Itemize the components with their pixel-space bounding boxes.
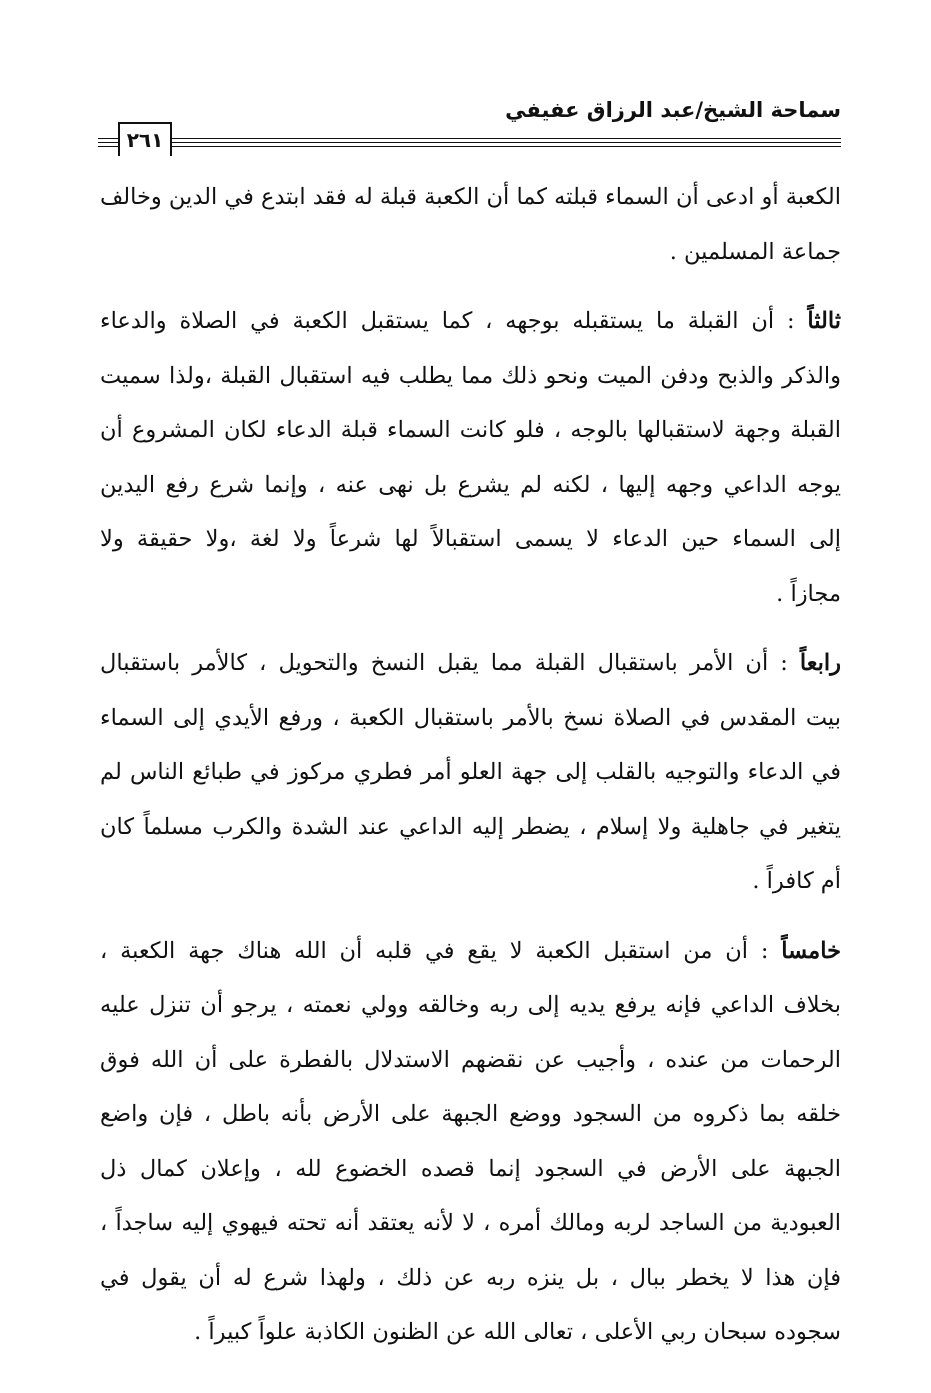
text-line: سجوده سبحان ربي الأعلى ، تعالى الله عن الظنون الكاذبة علواً كبيراً .: [194, 1319, 841, 1345]
text-line: في الدعاء والتوجيه بالقلب إلى جهة العلو أمر فطري مركوز في طبائع الناس لم: [100, 759, 841, 785]
header-rule-line: [98, 146, 841, 147]
header-rule: [98, 128, 841, 152]
text-line: الكعبة أو ادعى أن السماء قبلته كما أن الكعبة قبلة له فقد ابتدع في الدين وخالف: [100, 184, 841, 210]
text-line: القبلة وجهة لاستقبالها بالوجه ، فلو كانت السماء قبلة الدعاء لكان المشروع أن: [100, 417, 841, 443]
text-line: والذكر والذبح ودفن الميت ونحو ذلك مما يطلب فيه استقبال القبلة ،ولذا سميت: [100, 362, 841, 389]
page-number: ٢٦١: [118, 122, 172, 156]
running-title: سماحة الشيخ/عبد الرزاق عفيفي: [505, 98, 841, 122]
text-line: بخلاف الداعي فإنه يرفع يديه إلى ربه وخالقه وولي نعمته ، يرجو أن تنزل عليه: [100, 992, 841, 1018]
text-line-rest: : أن من استقبل الكعبة لا يقع في قلبه أن الله هناك جهة الكعبة ،: [100, 937, 769, 964]
page-header: [98, 90, 841, 160]
paragraph-lead: ثالثاً: [807, 308, 841, 334]
text-line: فإن هذا لا يخطر ببال ، بل ينزه ربه عن ذلك ، ولهذا شرع له أن يقول في: [100, 1264, 841, 1291]
paragraph-continuation: [100, 170, 841, 279]
text-line: خلقه بما ذكروه من السجود ووضع الجبهة على الأرض بأنه باطل ، فإن واضع: [100, 1101, 841, 1127]
text-line: مجازاً .: [776, 580, 841, 607]
text-line: الجبهة على الأرض في السجود إنما قصده الخضوع لله ، وإعلان كمال ذل: [100, 1155, 841, 1182]
text-line: يتغير في جاهلية ولا إسلام ، يضطر إليه الداعي عند الشدة والكرب مسلماً كان: [100, 813, 841, 840]
text-line: إلى السماء حين الدعاء لا يسمى استقبالاً لها شرعاً ولا لغة ،ولا حقيقة ولا: [100, 526, 841, 552]
text-line: بيت المقدس في الصلاة نسخ بالأمر باستقبال الكعبة ، ورفع الأيدي إلى السماء: [100, 704, 841, 731]
header-rule-line: [98, 142, 841, 143]
paragraph-fifth: [100, 924, 841, 1360]
text-line: [100, 924, 841, 979]
text-line: العبودية من الساجد لربه ومالك أمره ، لا لأنه يعتقد أنه تحته فيهوي إليه ساجداً ،: [100, 1210, 841, 1236]
text-line-rest: : أن الأمر باستقبال القبلة مما يقبل النسخ والتحويل ، كالأمر باستقبال: [100, 650, 788, 676]
paragraph-third: [100, 294, 841, 621]
paragraph-lead: خامساً: [781, 937, 841, 964]
text-line: الرحمات من عنده ، وأجيب عن نقضهم الاستدلال بالفطرة على أن الله فوق: [100, 1046, 841, 1073]
body-text: [100, 170, 841, 1375]
text-line: [100, 636, 841, 691]
text-line: أم كافراً .: [752, 868, 841, 894]
text-line-rest: : أن القبلة ما يستقبله بوجهه ، كما يستقبل الكعبة في الصلاة والدعاء: [100, 308, 795, 334]
text-line: يوجه الداعي وجهه إليها ، لكنه لم يشرع بل نهى عنه ، وإنما شرع رفع اليدين: [100, 471, 841, 498]
text-line: [100, 294, 841, 349]
text-line: جماعة المسلمين .: [669, 238, 841, 265]
header-rule-line: [98, 138, 841, 139]
paragraph-fourth: [100, 636, 841, 909]
paragraph-lead: رابعاً: [799, 650, 841, 676]
